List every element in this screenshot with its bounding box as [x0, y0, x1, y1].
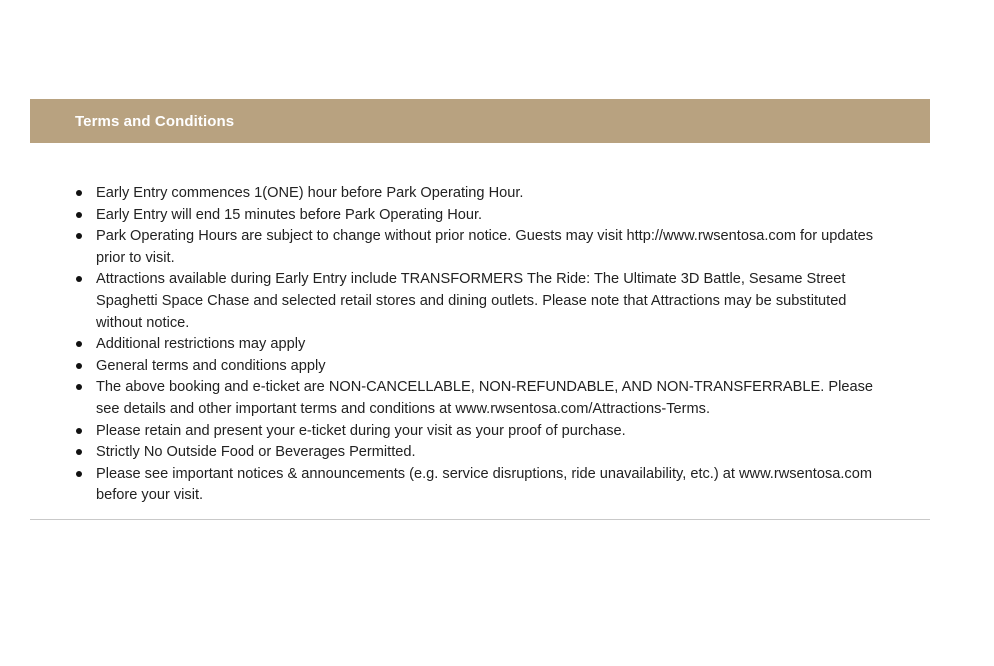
terms-item [96, 421, 896, 443]
terms-item-text: Early Entry commences 1(ONE) hour before Park Operating Hour. [96, 185, 524, 201]
terms-section [30, 99, 930, 520]
bullet-icon [76, 363, 82, 369]
terms-item-text: General terms and conditions apply [96, 357, 326, 374]
terms-item-text: Attractions available during Early Entry include TRANSFORMERS The Ride: The Ultimate 3D Battle, Sesame Street Spaghetti Space Chase and selected retail stores and dining outlets. Please note that Attractions may be substituted without notice. [96, 271, 847, 331]
bullet-icon [76, 233, 82, 239]
terms-item-text: Please retain and present your e-ticket during your visit as your proof of purchase. [96, 422, 626, 439]
bullet-icon [76, 449, 82, 455]
terms-item [96, 269, 896, 334]
terms-header [30, 99, 930, 143]
terms-item-text: Early Entry will end 15 minutes before Park Operating Hour. [96, 206, 483, 223]
terms-title: Terms and Conditions [75, 112, 235, 130]
bullet-icon [76, 341, 82, 347]
terms-item-text: Strictly No Outside Food or Beverages Permitted. [96, 444, 416, 461]
terms-item [96, 377, 896, 420]
terms-item-text: The above booking and e-ticket are NON-CANCELLABLE, NON-REFUNDABLE, AND NON-TRANSFERRABLE. Please see details and other important terms and conditions at www.rwsentosa.com/Attractions-Terms. [96, 379, 873, 417]
bullet-icon [76, 276, 82, 282]
terms-body [30, 143, 930, 520]
terms-item [96, 183, 896, 205]
terms-item [96, 334, 896, 356]
bullet-icon [76, 471, 82, 477]
bullet-icon [76, 212, 82, 218]
bullet-icon [76, 384, 82, 390]
terms-item [96, 464, 896, 507]
terms-item [96, 226, 896, 269]
terms-item [96, 442, 896, 464]
terms-item [96, 205, 896, 227]
bullet-icon [76, 190, 82, 196]
terms-item-text: Park Operating Hours are subject to change without prior notice. Guests may visit http://www.rwsentosa.com for updates prior to visit. [96, 228, 874, 266]
terms-item-text: Please see important notices & announcements (e.g. service disruptions, ride unavailability, etc.) at www.rwsentosa.com before your visit. [96, 465, 872, 504]
terms-item-text: Additional restrictions may apply [96, 336, 306, 353]
terms-item [96, 356, 896, 378]
bullet-icon [76, 428, 82, 434]
terms-list [30, 183, 896, 507]
